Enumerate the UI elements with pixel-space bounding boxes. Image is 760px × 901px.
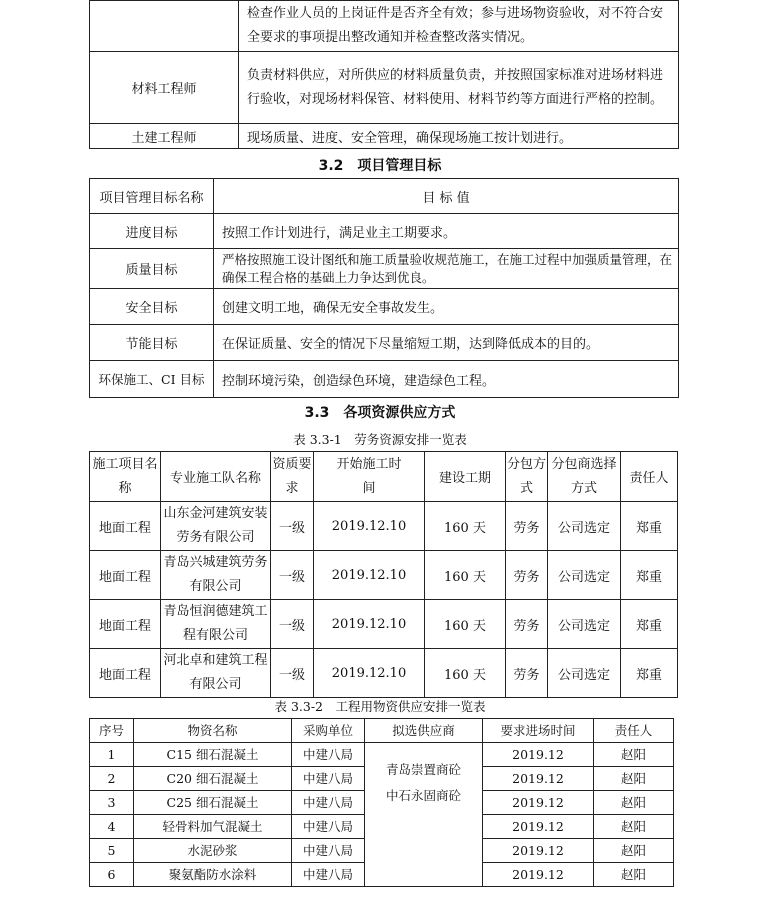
section-heading: 3.3 各项资源供应方式 — [304, 405, 456, 421]
column-header: 责任人 — [594, 719, 674, 743]
material-cell: C25 细石混凝土 — [134, 791, 292, 815]
selection-cell: 公司选定 — [548, 551, 621, 600]
table-row — [90, 743, 674, 767]
table-row — [90, 249, 679, 289]
role-cell: 土建工程师 — [90, 124, 239, 149]
purchaser-cell: 中建八局 — [292, 839, 365, 863]
material-cell: C15 细石混凝土 — [134, 743, 292, 767]
owner-cell: 赵阳 — [594, 791, 674, 815]
table-row — [90, 289, 679, 325]
role-cell — [90, 1, 239, 52]
purchaser-cell: 中建八局 — [292, 767, 365, 791]
project-cell: 地面工程 — [90, 551, 161, 600]
section-heading: 3.2 项目管理目标 — [318, 158, 442, 174]
material-cell: 轻骨料加气混凝土 — [134, 815, 292, 839]
team-cell: 青岛兴城建筑劳务有限公司 — [161, 551, 271, 600]
qualification-cell: 一级 — [271, 600, 314, 649]
labor-table — [89, 451, 678, 698]
purchaser-cell: 中建八局 — [292, 791, 365, 815]
owner-cell: 赵阳 — [594, 815, 674, 839]
arrival-cell: 2019.12 — [483, 791, 594, 815]
start-date-cell: 2019.12.10 — [314, 649, 425, 698]
index-cell: 4 — [90, 815, 134, 839]
column-header: 序号 — [90, 719, 134, 743]
selection-cell: 公司选定 — [548, 502, 621, 551]
duty-cell: 负责材料供应，对所供应的材料质量负责，并按照国家标准对进场材料进行验收，对现场材料保管、材料使用、材料节约等方面进行严格的控制。 — [239, 52, 679, 124]
owner-cell: 郑重 — [621, 551, 678, 600]
owner-cell: 郑重 — [621, 649, 678, 698]
team-cell: 青岛恒润德建筑工程有限公司 — [161, 600, 271, 649]
table-row — [90, 124, 679, 149]
material-cell: 聚氨酯防水涂料 — [134, 863, 292, 887]
subcontract-cell: 劳务 — [506, 551, 548, 600]
goal-value: 严格按照施工设计图纸和施工质量验收规范施工，在施工过程中加强质量管理，在确保工程合格的基础上力争达到优良。 — [214, 249, 679, 289]
qualification-cell: 一级 — [271, 551, 314, 600]
project-cell: 地面工程 — [90, 502, 161, 551]
column-header: 分包方式 — [506, 452, 548, 502]
column-header: 资质要求 — [271, 452, 314, 502]
column-header: 项目管理目标名称 — [90, 179, 214, 214]
team-cell: 山东金河建筑安装劳务有限公司 — [161, 502, 271, 551]
owner-cell: 赵阳 — [594, 839, 674, 863]
project-cell: 地面工程 — [90, 649, 161, 698]
column-header: 开始施工时间 — [314, 452, 425, 502]
owner-cell: 赵阳 — [594, 743, 674, 767]
arrival-cell: 2019.12 — [483, 839, 594, 863]
goal-name: 环保施工、CI 目标 — [90, 361, 214, 398]
duty-cell: 检查作业人员的上岗证件是否齐全有效；参与进场物资验收，对不符合安全要求的事项提出整改通知并检查整改落实情况。 — [239, 1, 679, 52]
qualification-cell: 一级 — [271, 649, 314, 698]
materials-table — [89, 718, 674, 887]
goal-name: 进度目标 — [90, 214, 214, 249]
column-header: 要求进场时间 — [483, 719, 594, 743]
duty-cell: 现场质量、进度、安全管理，确保现场施工按计划进行。 — [239, 124, 679, 149]
purchaser-cell: 中建八局 — [292, 743, 365, 767]
material-cell: 水泥砂浆 — [134, 839, 292, 863]
arrival-cell: 2019.12 — [483, 743, 594, 767]
start-date-cell: 2019.12.10 — [314, 551, 425, 600]
duration-cell: 160 天 — [425, 551, 506, 600]
column-header: 专业施工队名称 — [161, 452, 271, 502]
duration-cell: 160 天 — [425, 649, 506, 698]
goal-name: 质量目标 — [90, 249, 214, 289]
index-cell: 3 — [90, 791, 134, 815]
column-header: 建设工期 — [425, 452, 506, 502]
purchaser-cell: 中建八局 — [292, 863, 365, 887]
owner-cell: 赵阳 — [594, 863, 674, 887]
owner-cell: 郑重 — [621, 600, 678, 649]
project-cell: 地面工程 — [90, 600, 161, 649]
column-header: 责任人 — [621, 452, 678, 502]
column-header: 采购单位 — [292, 719, 365, 743]
purchaser-cell: 中建八局 — [292, 815, 365, 839]
table-caption: 表 3.3-1 劳务资源安排一览表 — [293, 432, 467, 447]
column-header: 施工项目名称 — [90, 452, 161, 502]
index-cell: 5 — [90, 839, 134, 863]
column-header: 拟选供应商 — [365, 719, 483, 743]
index-cell: 2 — [90, 767, 134, 791]
selection-cell: 公司选定 — [548, 649, 621, 698]
team-cell: 河北卓和建筑工程有限公司 — [161, 649, 271, 698]
table-row — [90, 214, 679, 249]
goal-name: 节能目标 — [90, 325, 214, 361]
table-row — [90, 551, 678, 600]
index-cell: 6 — [90, 863, 134, 887]
index-cell: 1 — [90, 743, 134, 767]
table-header-row — [90, 452, 678, 502]
supplier-name: 青岛崇置商砼 — [385, 762, 461, 777]
table-caption: 表 3.3-2 工程用物资供应安排一览表 — [274, 699, 486, 714]
table-row — [90, 52, 679, 124]
start-date-cell: 2019.12.10 — [314, 600, 425, 649]
arrival-cell: 2019.12 — [483, 767, 594, 791]
duration-cell: 160 天 — [425, 502, 506, 551]
material-cell: C20 细石混凝土 — [134, 767, 292, 791]
goal-value: 在保证质量、安全的情况下尽量缩短工期，达到降低成本的目的。 — [214, 325, 679, 361]
column-header: 物资名称 — [134, 719, 292, 743]
subcontract-cell: 劳务 — [506, 649, 548, 698]
goal-value: 按照工作计划进行，满足业主工期要求。 — [214, 214, 679, 249]
arrival-cell: 2019.12 — [483, 815, 594, 839]
arrival-cell: 2019.12 — [483, 863, 594, 887]
role-cell: 材料工程师 — [90, 52, 239, 124]
table-header-row — [90, 179, 679, 214]
duration-cell: 160 天 — [425, 600, 506, 649]
column-header: 分包商选择方式 — [548, 452, 621, 502]
selection-cell: 公司选定 — [548, 600, 621, 649]
goal-value: 创建文明工地，确保无安全事故发生。 — [214, 289, 679, 325]
column-header: 目 标 值 — [214, 179, 679, 214]
owner-cell: 郑重 — [621, 502, 678, 551]
table-row — [90, 361, 679, 398]
table-row — [90, 325, 679, 361]
supplier-name: 中石永固商砼 — [385, 788, 461, 803]
table-row — [90, 649, 678, 698]
goal-value: 控制环境污染，创造绿色环境，建造绿色工程。 — [214, 361, 679, 398]
goal-name: 安全目标 — [90, 289, 214, 325]
subcontract-cell: 劳务 — [506, 600, 548, 649]
qualification-cell: 一级 — [271, 502, 314, 551]
table-header-row — [90, 719, 674, 743]
table-row — [90, 502, 678, 551]
subcontract-cell: 劳务 — [506, 502, 548, 551]
goals-table — [89, 178, 679, 398]
supplier-cell — [365, 743, 483, 887]
table-row — [90, 600, 678, 649]
roles-table — [89, 0, 679, 149]
start-date-cell: 2019.12.10 — [314, 502, 425, 551]
table-row — [90, 1, 679, 52]
owner-cell: 赵阳 — [594, 767, 674, 791]
